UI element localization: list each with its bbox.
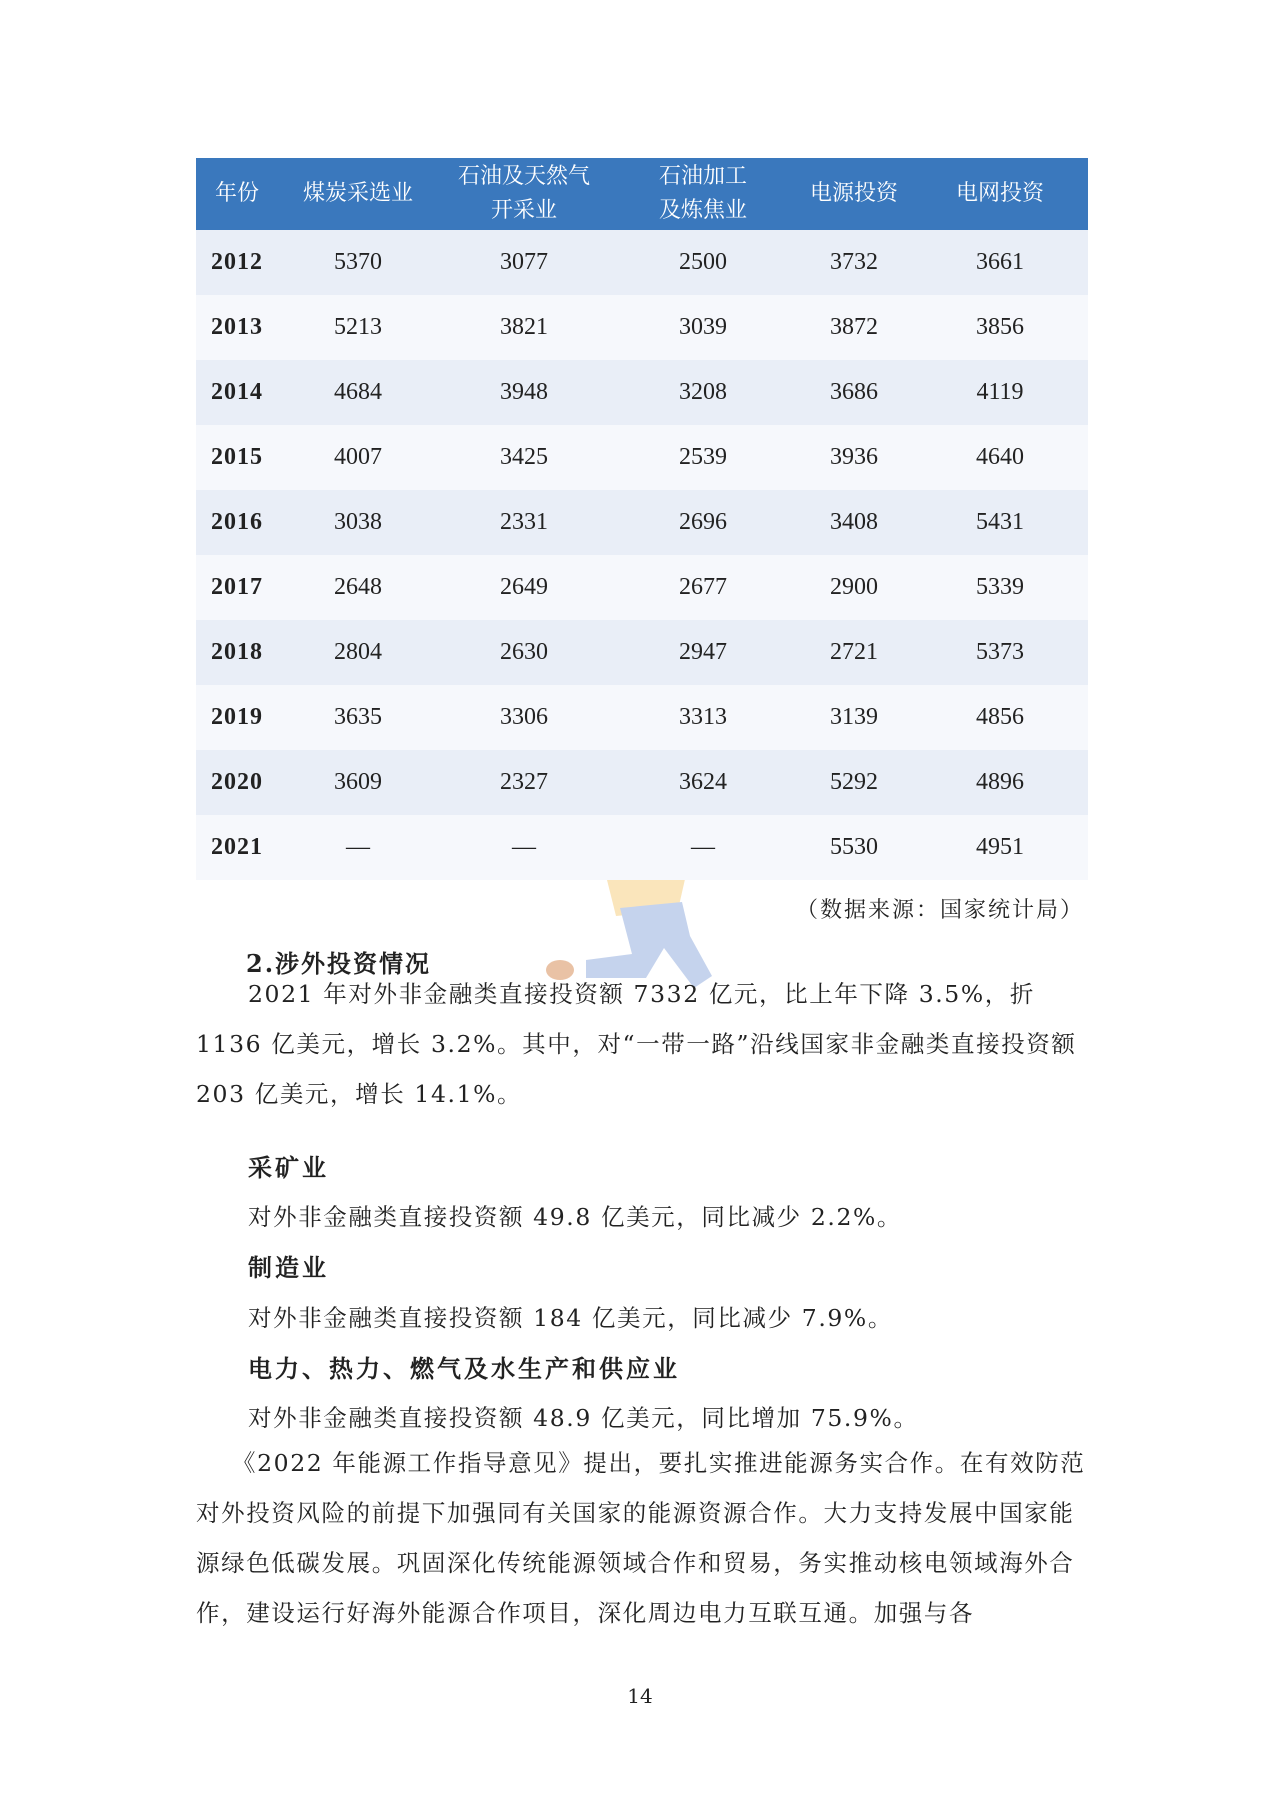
table-cell: 2331 (438, 490, 610, 555)
table-cell: 2947 (610, 620, 796, 685)
table-cell: — (438, 815, 610, 880)
table-cell: 3408 (796, 490, 912, 555)
table-cell: 3624 (610, 750, 796, 815)
table-cell: 5370 (278, 230, 438, 295)
table-cell: — (610, 815, 796, 880)
mining-heading: 采矿业 (248, 1153, 329, 1182)
table-cell: 2539 (610, 425, 796, 490)
cell-year: 2014 (196, 360, 278, 425)
table-cell: 2500 (610, 230, 796, 295)
table-cell: 5530 (796, 815, 912, 880)
header-oil-gas-extraction: 石油及天然气 开采业 (438, 158, 610, 230)
cell-year: 2020 (196, 750, 278, 815)
table-cell: 2630 (438, 620, 610, 685)
table-cell: 3732 (796, 230, 912, 295)
cell-year: 2021 (196, 815, 278, 880)
table-cell: 3948 (438, 360, 610, 425)
cell-year: 2013 (196, 295, 278, 360)
header-year: 年份 (196, 158, 278, 230)
intro-paragraph: 2021 年对外非金融类直接投资额 7332 亿元，比上年下降 3.5%，折 1136 亿美元，增长 3.2%。其中，对“一带一路”沿线国家非金融类直接投资额 203 亿美元，增长 14.1%。 (196, 980, 1077, 1108)
table-row (196, 750, 1088, 815)
table-row (196, 360, 1088, 425)
table-row (196, 295, 1088, 360)
table-cell: 4896 (912, 750, 1088, 815)
table-cell: 3686 (796, 360, 912, 425)
table-cell: 4684 (278, 360, 438, 425)
cell-year: 2017 (196, 555, 278, 620)
manufacturing-text: 对外非金融类直接投资额 184 亿美元，同比减少 7.9%。 (248, 1304, 893, 1332)
table-cell: — (278, 815, 438, 880)
table-cell: 2677 (610, 555, 796, 620)
table-cell: 3208 (610, 360, 796, 425)
table-cell: 2721 (796, 620, 912, 685)
header-grid-investment: 电网投资 (912, 158, 1088, 230)
table-cell: 4119 (912, 360, 1088, 425)
utilities-text: 对外非金融类直接投资额 48.9 亿美元，同比增加 75.9%。 (248, 1404, 919, 1432)
table-cell: 3609 (278, 750, 438, 815)
table-cell: 3635 (278, 685, 438, 750)
table-cell: 3077 (438, 230, 610, 295)
table-cell: 2696 (610, 490, 796, 555)
table-cell: 2900 (796, 555, 912, 620)
table-cell: 3821 (438, 295, 610, 360)
table-cell: 5292 (796, 750, 912, 815)
cell-year: 2012 (196, 230, 278, 295)
table-cell: 3038 (278, 490, 438, 555)
table-cell: 3306 (438, 685, 610, 750)
table-cell: 3872 (796, 295, 912, 360)
investment-table (196, 158, 1088, 880)
section-title: 2.涉外投资情况 (246, 949, 432, 978)
table-cell: 3661 (912, 230, 1088, 295)
table-cell: 4951 (912, 815, 1088, 880)
table-cell: 3313 (610, 685, 796, 750)
table-row (196, 620, 1088, 685)
table-cell: 4640 (912, 425, 1088, 490)
table-cell: 4007 (278, 425, 438, 490)
table-row (196, 685, 1088, 750)
table-cell: 3936 (796, 425, 912, 490)
header-coal-mining: 煤炭采选业 (278, 158, 438, 230)
table-cell: 2804 (278, 620, 438, 685)
header-power-source-investment: 电源投资 (796, 158, 912, 230)
table-row (196, 425, 1088, 490)
utilities-heading: 电力、热力、燃气及水生产和供应业 (248, 1354, 680, 1383)
table-cell: 5431 (912, 490, 1088, 555)
closing-paragraph: 《2022 年能源工作指导意见》提出，要扎实推进能源务实合作。在有效防范对外投资风险的前提下加强同有关国家的能源资源合作。大力支持发展中国家能源绿色低碳发展。巩固深化传统能源领域合作和贸易，务实推动核电领域海外合作，建设运行好海外能源合作项目，深化周边电力互联互通。加强与各 (196, 1449, 1086, 1627)
table-row (196, 815, 1088, 880)
table-cell: 2649 (438, 555, 610, 620)
table-cell: 5213 (278, 295, 438, 360)
table-header-row (196, 158, 1088, 230)
table-row (196, 555, 1088, 620)
table-cell: 3856 (912, 295, 1088, 360)
table-cell: 3425 (438, 425, 610, 490)
cell-year: 2015 (196, 425, 278, 490)
table-cell: 4856 (912, 685, 1088, 750)
table-row (196, 490, 1088, 555)
page-number: 14 (627, 1684, 653, 1708)
cell-year: 2016 (196, 490, 278, 555)
table-cell: 5373 (912, 620, 1088, 685)
cell-year: 2019 (196, 685, 278, 750)
data-source-note: （数据来源：国家统计局） (795, 898, 1084, 923)
table-row (196, 230, 1088, 295)
table-cell: 3039 (610, 295, 796, 360)
cell-year: 2018 (196, 620, 278, 685)
table-cell: 5339 (912, 555, 1088, 620)
manufacturing-heading: 制造业 (248, 1253, 329, 1282)
header-oil-refining-coking: 石油加工 及炼焦业 (610, 158, 796, 230)
table-cell: 2327 (438, 750, 610, 815)
table-cell: 2648 (278, 555, 438, 620)
table-cell: 3139 (796, 685, 912, 750)
mining-text: 对外非金融类直接投资额 49.8 亿美元，同比减少 2.2%。 (248, 1203, 903, 1231)
